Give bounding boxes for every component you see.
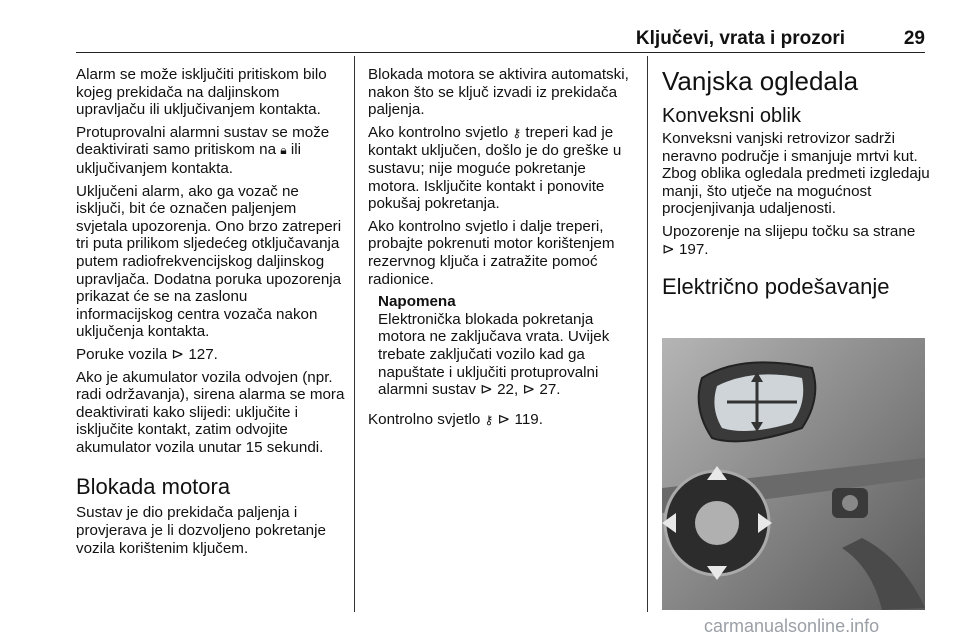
- paragraph: Konveksni vanjski retrovizor sadrži neravno područje i smanjuje mrtvi kut. Zbog oblika ogledala predmeti izgledaju manji, što utječe na mogućnost procjenjivanja udaljenosti.: [662, 130, 930, 218]
- page-ref[interactable]: 127.: [188, 345, 218, 363]
- page-ref[interactable]: 197.: [678, 240, 709, 258]
- arrow-ref-icon: ⊳: [171, 345, 189, 363]
- page-ref[interactable]: 22,: [497, 381, 519, 399]
- arrow-ref-icon: ⊳: [522, 381, 540, 399]
- arrow-ref-icon: ⊳: [497, 410, 515, 428]
- paragraph: Kontrolno svjetlo ⚷ ⊳ 119.: [368, 410, 543, 428]
- section-title: Ključevi, vrata i prozori: [635, 28, 845, 49]
- paragraph: Poruke vozila ⊳ 127.: [76, 345, 218, 363]
- paragraph: Ako kontrolno svjetlo ⚷ treperi kad je kontakt uključen, došlo je do greške u sustavu; nije moguće pokretanje motora. Isključite kontakt i ponovite pokušaj pokretanja.: [368, 123, 622, 213]
- paragraph: Sustav je dio prekidača paljenja i provjerava je li dozvoljeno pokretanje vozila korištenim ključem.: [76, 504, 326, 557]
- mirror-control-illustration: [662, 338, 925, 610]
- paragraph: Ako je akumulator vozila odvojen (npr. radi održavanja), sirena alarma se mora deaktivirati kako slijedi: uključite i isključite kontakt, zatim odvojite akumulator vozila unutar 15 sekundi.: [76, 368, 345, 456]
- column-divider-2: [647, 56, 648, 612]
- arrow-ref-icon: ⊳: [480, 381, 498, 399]
- column-left: [76, 66, 348, 562]
- car-key-icon: ⚷: [484, 412, 494, 427]
- page-header: [76, 26, 925, 53]
- column-divider-1: [354, 56, 355, 612]
- heading-electric-adjustment: Električno podešavanje: [662, 274, 890, 300]
- mirror-adjustment-photo: [662, 338, 925, 610]
- page-ref[interactable]: 119.: [514, 410, 543, 428]
- lock-icon: 🔒︎: [280, 143, 287, 158]
- paragraph: Ako kontrolno svjetlo i dalje treperi, probajte pokrenuti motor korištenjem rezervnog ključa i zatražite pomoć radionice.: [368, 217, 615, 288]
- page-ref[interactable]: 27.: [539, 381, 561, 399]
- note-title: Napomena: [378, 293, 456, 311]
- column-middle: [368, 66, 638, 434]
- arrow-ref-icon: ⊳: [662, 240, 679, 258]
- paragraph: Alarm se može isključiti pritiskom bilo kojeg prekidača na daljinskom upravljaču ili uključivanjem kontakta.: [76, 66, 327, 119]
- car-key-icon: ⚷: [512, 125, 522, 140]
- column-right: [662, 66, 930, 304]
- page-number: 29: [903, 28, 925, 49]
- heading-convex-shape: Konveksni oblik: [662, 105, 801, 127]
- note-box: [378, 293, 638, 399]
- note-text: Elektronička blokada pokretanja motora ne zaključava vrata. Uvijek trebate zaključati vozilo kad ga napuštate i uključiti protuprovalni alarmni sustav ⊳ 22, ⊳ 27.: [378, 310, 610, 399]
- paragraph: Blokada motora se aktivira automatski, nakon što se ključ izvadi iz prekidača paljenja.: [368, 66, 629, 119]
- heading-exterior-mirrors: Vanjska ogledala: [662, 66, 859, 96]
- paragraph: Protuprovalni alarmni sustav se može deaktivirati samo pritiskom na 🔒︎ ili uključivanjem kontakta.: [76, 123, 330, 177]
- heading-engine-immobiliser: Blokada motora: [76, 474, 231, 500]
- paragraph: Uključeni alarm, ako ga vozač ne isključi, bit će označen paljenjem svjetala upozorenja. Ono brzo zatreperi tri puta prilikom sljedećeg otključavanja putem radiofrekvencijskog daljinskog upravljača. Dodatna poruka upozorenja prikazat će se na zaslonu informacijskog centra vozača nakon uključenja kontakta.: [76, 182, 342, 341]
- paragraph: Upozorenje na slijepu točku sa strane ⊳ 197.: [662, 222, 916, 258]
- watermark: carmanualsonline.info: [704, 616, 880, 636]
